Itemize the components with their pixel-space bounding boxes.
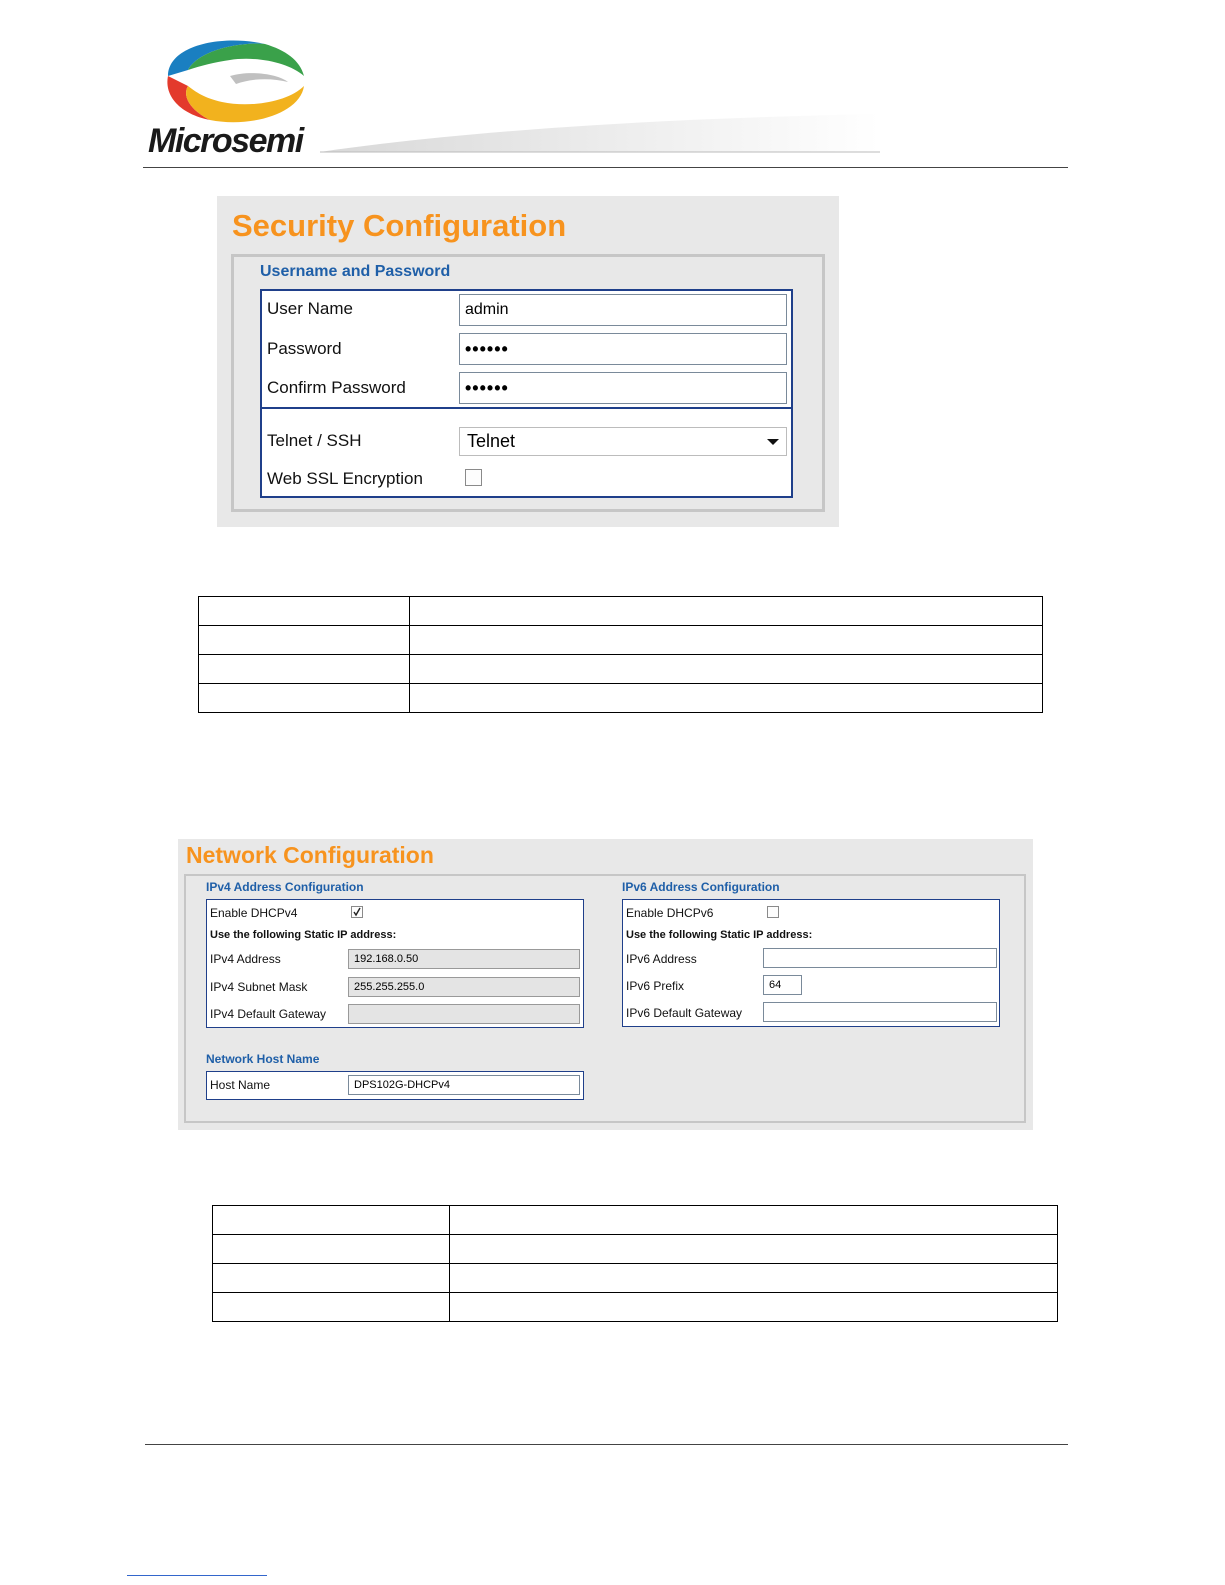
- telnet-ssh-select[interactable]: [459, 427, 787, 456]
- confirm-password-label: Confirm Password: [267, 378, 406, 397]
- network-configuration-panel: [178, 839, 1033, 1130]
- logo-text: Microsemi: [148, 122, 303, 160]
- security-configuration-panel: [217, 196, 839, 527]
- ipv4-address-label: IPv4 Address: [210, 952, 281, 966]
- ipv6-prefix-input[interactable]: 64: [763, 975, 802, 995]
- telnet-ssh-label: Telnet / SSH: [267, 431, 362, 450]
- chevron-down-icon: [767, 439, 779, 445]
- table-cell: [410, 684, 1043, 713]
- ipv4-address-input[interactable]: 192.168.0.50: [348, 949, 580, 969]
- table-cell: [450, 1264, 1058, 1293]
- table-cell: [199, 684, 410, 713]
- table-cell: [450, 1206, 1058, 1235]
- table-cell: [213, 1264, 450, 1293]
- table-row: [213, 1293, 1058, 1322]
- enable-dhcpv4-label: Enable DHCPv4: [210, 906, 298, 920]
- table-row: [213, 1264, 1058, 1293]
- table-cell: [199, 655, 410, 684]
- ipv6-gateway-label: IPv6 Default Gateway: [626, 1006, 743, 1020]
- ipv6-address-label: IPv6 Address: [626, 952, 697, 966]
- ipv4-static-label: Use the following Static IP address:: [210, 929, 397, 941]
- ipv4-subnet-label: IPv4 Subnet Mask: [210, 980, 308, 994]
- enable-dhcpv6-checkbox[interactable]: [767, 906, 779, 918]
- table-cell: [410, 655, 1043, 684]
- logo-swoosh-decoration: [320, 110, 880, 156]
- table-row: [199, 626, 1043, 655]
- ipv4-subnet-input[interactable]: 255.255.255.0: [348, 977, 580, 997]
- ipv6-box: [622, 899, 1000, 1027]
- security-title: Security Configuration: [232, 208, 567, 243]
- table-cell: [410, 626, 1043, 655]
- web-ssl-checkbox[interactable]: [465, 469, 482, 486]
- table-row: [213, 1235, 1058, 1264]
- enable-dhcpv4-checkbox[interactable]: [351, 906, 363, 918]
- table-cell: [199, 597, 410, 626]
- microsemi-logo: [140, 30, 340, 160]
- telnet-ssh-selected-value: Telnet: [467, 431, 516, 451]
- user-name-label: User Name: [267, 299, 353, 318]
- web-ssl-label: Web SSL Encryption: [267, 469, 423, 488]
- username-password-title: Username and Password: [260, 263, 451, 280]
- ipv6-address-input[interactable]: [763, 948, 997, 968]
- table-row: [199, 597, 1043, 626]
- checkmark-icon: [352, 907, 362, 917]
- table-cell: [450, 1235, 1058, 1264]
- table-cell: [450, 1293, 1058, 1322]
- footer-rule: [145, 1444, 1068, 1445]
- table-cell: [410, 597, 1043, 626]
- ipv6-group-title: IPv6 Address Configuration: [622, 880, 780, 894]
- table-row: [199, 684, 1043, 713]
- ipv4-group-title: IPv4 Address Configuration: [206, 880, 364, 894]
- network-parameters-table: [212, 1205, 1058, 1322]
- host-name-input[interactable]: DPS102G-DHCPv4: [348, 1075, 580, 1095]
- password-input[interactable]: ••••••: [459, 333, 787, 365]
- ipv4-box: [206, 899, 584, 1028]
- ipv4-gateway-input[interactable]: [348, 1004, 580, 1024]
- password-label: Password: [267, 339, 342, 358]
- host-box: [206, 1071, 584, 1100]
- network-title: Network Configuration: [186, 842, 434, 868]
- ipv6-static-label: Use the following Static IP address:: [626, 929, 813, 941]
- table-cell: [213, 1235, 450, 1264]
- ipv6-prefix-label: IPv6 Prefix: [626, 979, 685, 993]
- table-row: [199, 655, 1043, 684]
- user-name-input[interactable]: admin: [459, 294, 787, 326]
- logo-mark-icon: [160, 36, 310, 128]
- host-group-title: Network Host Name: [206, 1052, 320, 1066]
- table-cell: [213, 1206, 450, 1235]
- ipv6-gateway-input[interactable]: [763, 1002, 997, 1022]
- credentials-box: [260, 289, 793, 498]
- host-name-label: Host Name: [210, 1078, 271, 1092]
- footer-link-underline[interactable]: [127, 1575, 267, 1576]
- credentials-divider: [262, 407, 791, 409]
- table-row: [213, 1206, 1058, 1235]
- enable-dhcpv6-label: Enable DHCPv6: [626, 906, 714, 920]
- table-cell: [213, 1293, 450, 1322]
- security-parameters-table: [198, 596, 1043, 713]
- ipv4-gateway-label: IPv4 Default Gateway: [210, 1007, 327, 1021]
- confirm-password-input[interactable]: ••••••: [459, 372, 787, 404]
- header-rule: [143, 167, 1068, 168]
- table-cell: [199, 626, 410, 655]
